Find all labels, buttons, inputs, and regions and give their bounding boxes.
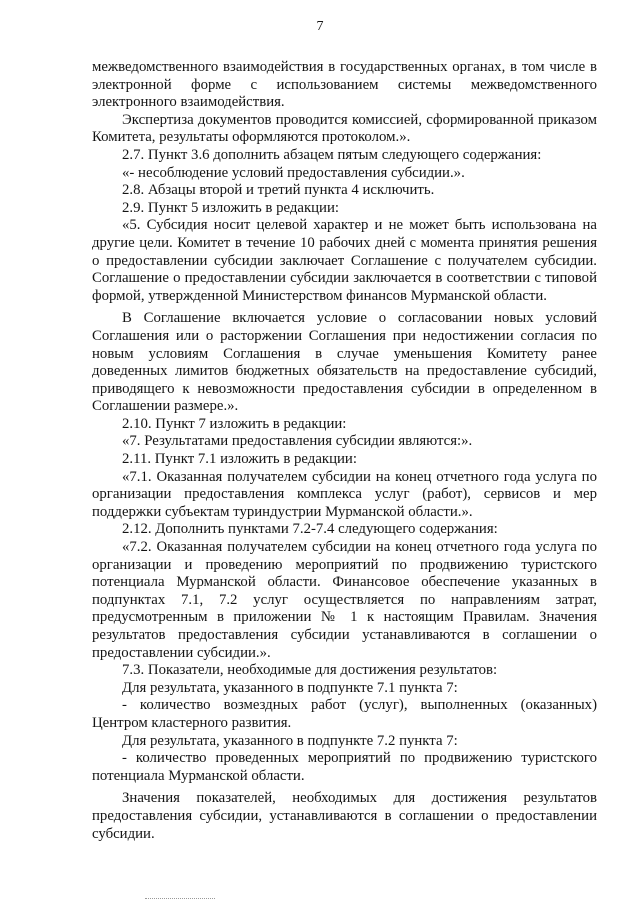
footer-mark [145, 898, 215, 900]
paragraph: Экспертиза документов проводится комиссией, сформированной приказом Комитета, результаты оформляются протоколом.». [92, 111, 597, 146]
paragraph: «7.2. Оказанная получателем субсидии на конец отчетного года услуга по организации и проведению мероприятий по продвижению туристского потенциала Мурманской области. Финансовое обеспечение указанных в подпунктах 7.1, 7.2 услуг осуществляется по направлениям затрат, предусмотренным в приложении № 1 к настоящим Правилам. Значения результатов предоставления субсидии устанавливаются в соглашении о предоставлении субсидии.». [92, 539, 597, 661]
paragraph: - количество возмездных работ (услуг), выполненных (оказанных) Центром кластерного развития. [92, 697, 597, 731]
paragraph: 2.7. Пункт 3.6 дополнить абзацем пятым следующего содержания: [122, 146, 542, 163]
paragraph: Значения показателей, необходимых для достижения результатов предоставления субсидии, устанавливаются в соглашении о предоставлении субсидии. [92, 790, 597, 842]
paragraph: «- несоблюдение условий предоставления субсидии.». [122, 164, 465, 181]
paragraph: 2.8. Абзацы второй и третий пункта 4 исключить. [122, 182, 435, 199]
document-body [92, 59, 597, 843]
paragraph: межведомственного взаимодействия в государственных органах, в том числе в электронной форме с использованием системы межведомственного электронного взаимодействия. [92, 59, 597, 111]
paragraph: Для результата, указанного в подпункте 7.1 пункта 7: [122, 679, 458, 696]
paragraph: 7.3. Показатели, необходимые для достижения результатов: [122, 662, 498, 679]
paragraph: «7. Результатами предоставления субсидии являются:». [122, 433, 473, 450]
paragraph: 2.9. Пункт 5 изложить в редакции: [122, 199, 339, 216]
page-number: 7 [316, 19, 324, 34]
paragraph: 2.10. Пункт 7 изложить в редакции: [122, 415, 347, 432]
paragraph: «5. Субсидия носит целевой характер и не может быть использована на другие цели. Комитет в течение 10 рабочих дней с момента принятия решения о предоставлении субсидии заключает Соглашение с получателем субсидии. Соглашение о предоставлении субсидии заключается в соответствии с типовой формой, утвержденной Министерством финансов Мурманской области. [92, 217, 597, 304]
paragraph: «7.1. Оказанная получателем субсидии на конец отчетного года услуга по организации предоставления комплекса услуг (работ), сервисов и мер поддержки субъектам туриндустрии Мурманской области.». [92, 468, 597, 520]
paragraph: В Соглашение включается условие о согласовании новых условий Соглашения или о расторжении Соглашения при недостижении согласия по новым условиям Соглашения в случае уменьшения Комитету ранее доведенных лимитов бюджетных обязательств на предоставление субсидий, приводящего к невозможности предоставления субсидии в определенном в Соглашении размере.». [92, 310, 597, 415]
paragraph: 2.12. Дополнить пунктами 7.2-7.4 следующего содержания: [122, 521, 498, 538]
paragraph: - количество проведенных мероприятий по продвижению туристского потенциала Мурманской области. [92, 750, 597, 784]
paragraph: 2.11. Пункт 7.1 изложить в редакции: [122, 451, 357, 468]
paragraph: Для результата, указанного в подпункте 7.2 пункта 7: [122, 732, 458, 749]
